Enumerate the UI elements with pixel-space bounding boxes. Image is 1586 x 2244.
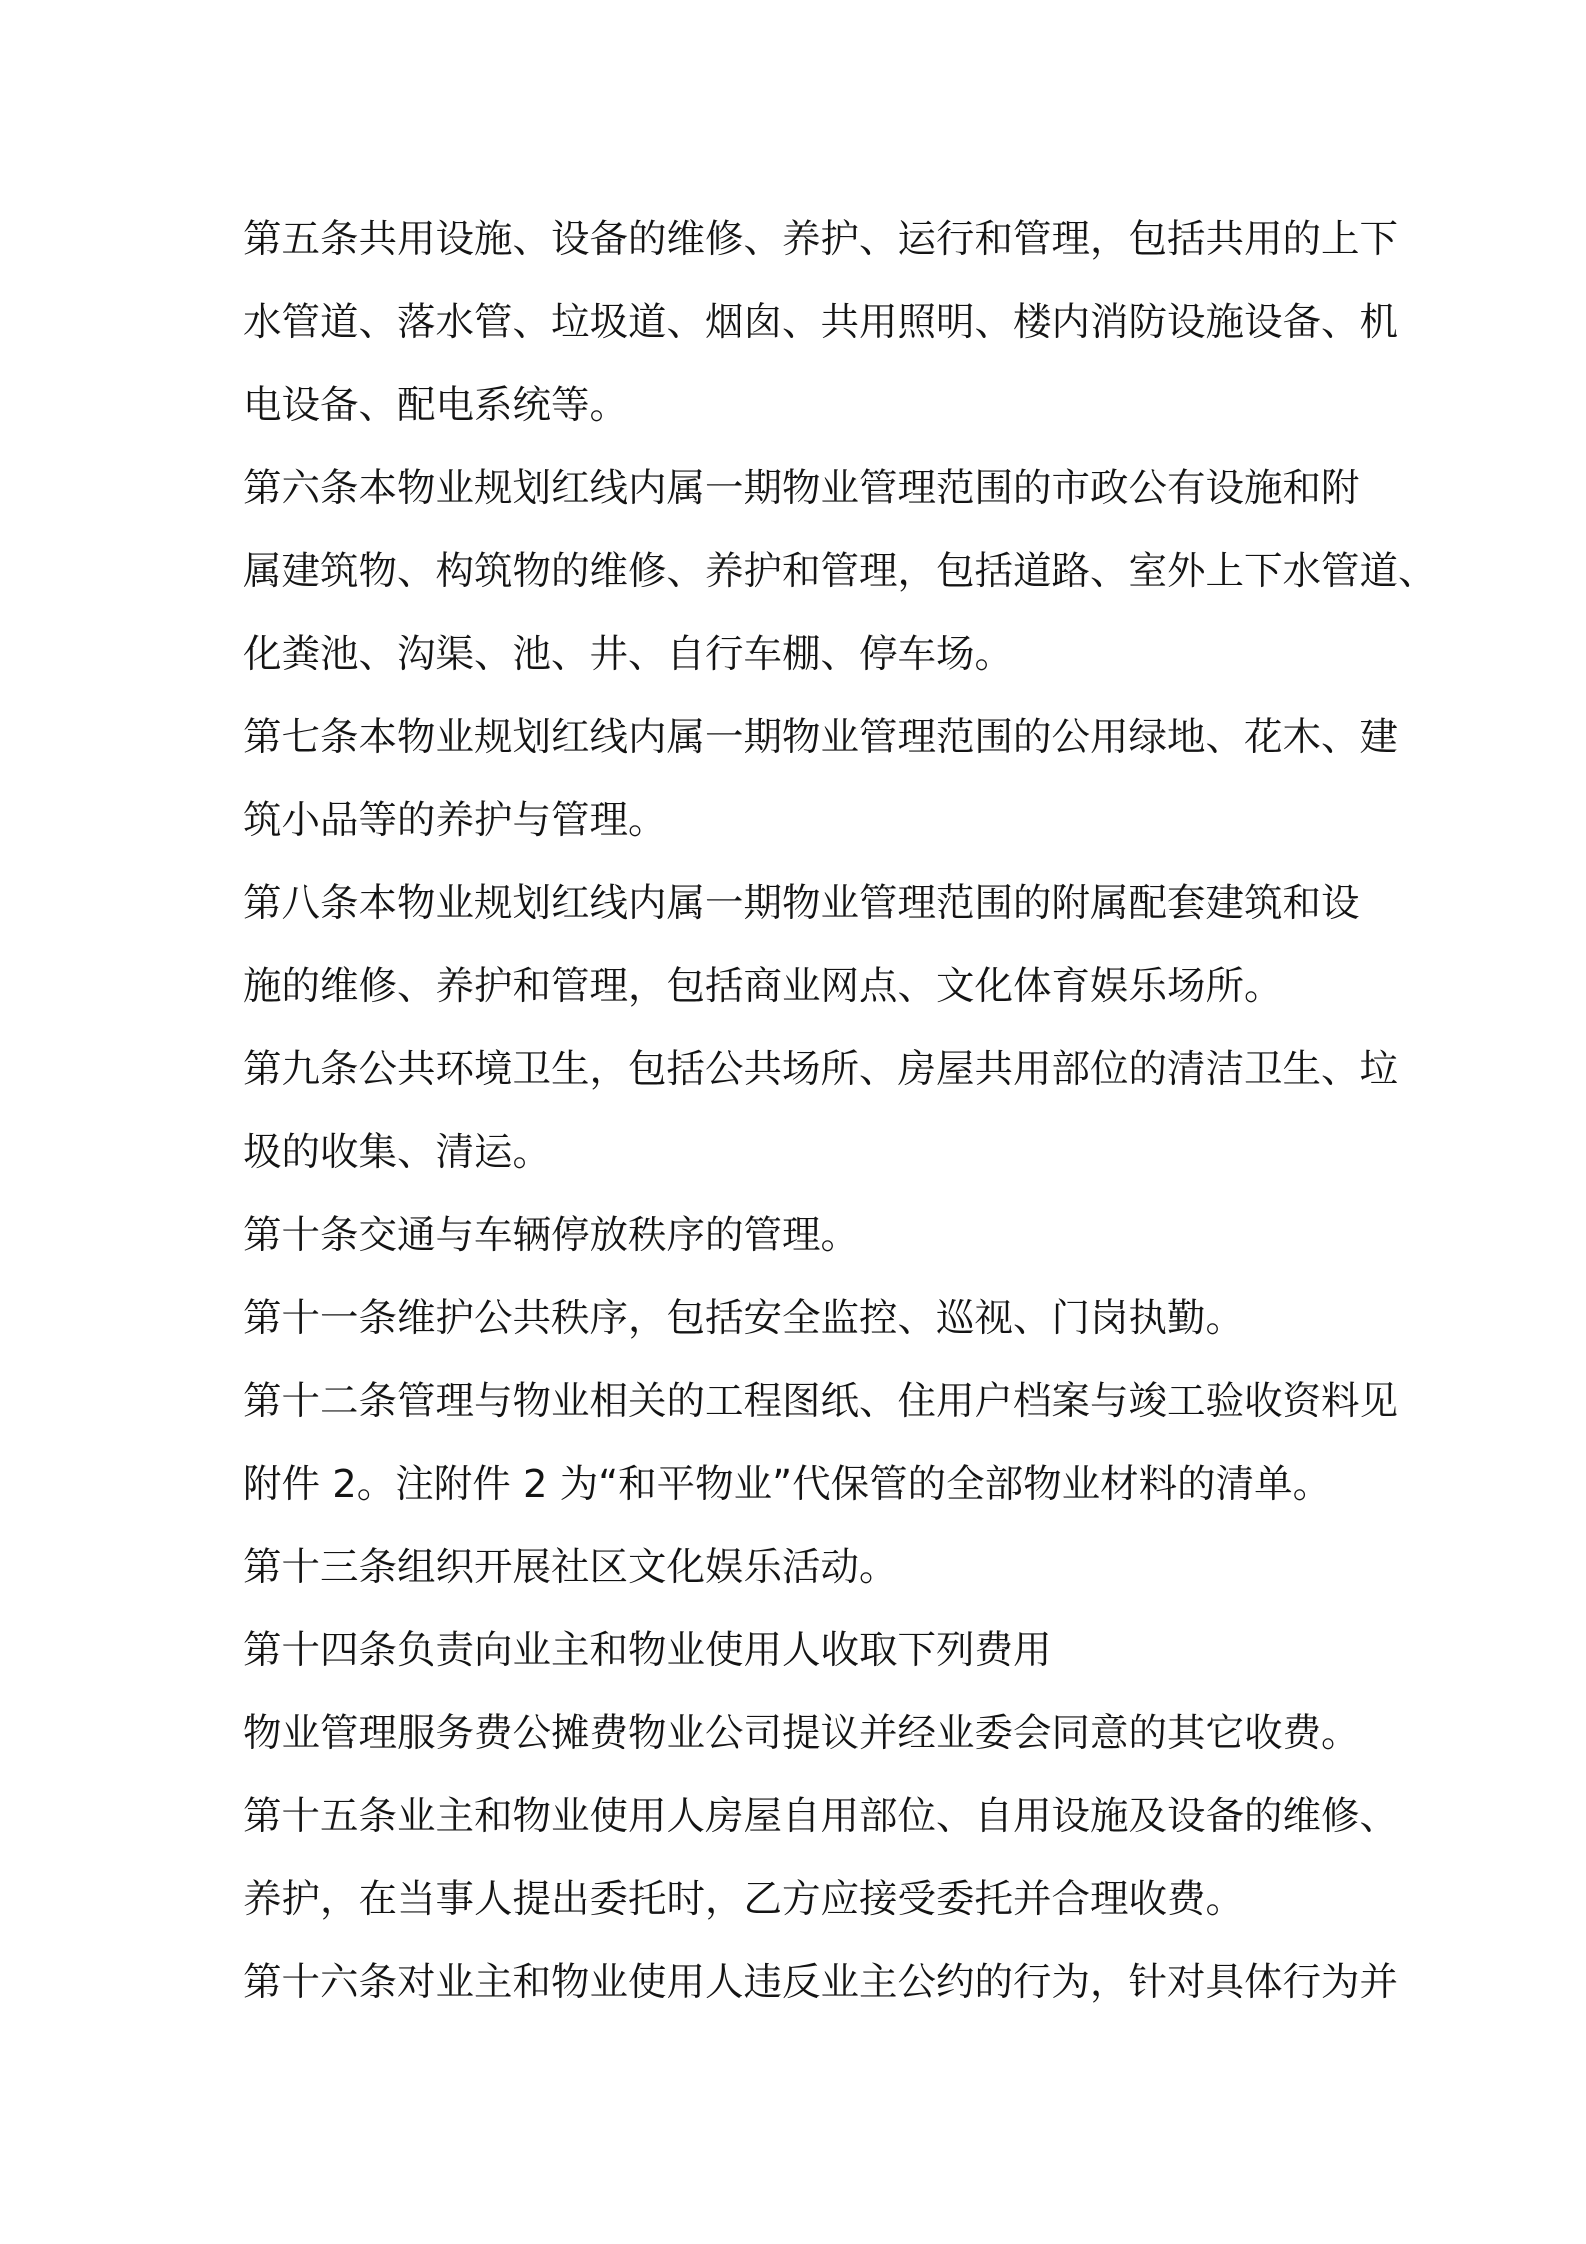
text-line: 第十五条业主和物业使用人房屋自用部位、自用设施及设备的维修、 <box>243 1794 1399 1839</box>
article-8 <box>243 862 1363 1028</box>
text-line: 筑小品等的养护与管理。 <box>243 798 667 843</box>
text-line: 第十条交通与车辆停放秩序的管理。 <box>243 1213 860 1258</box>
article-15 <box>243 1775 1399 1941</box>
text-line: 物业管理服务费公摊费物业公司提议并经业委会同意的其它收费。 <box>243 1711 1360 1756</box>
text-line: 化粪池、沟渠、池、井、自行车棚、停车场。 <box>243 632 1014 677</box>
article-6 <box>243 447 1437 696</box>
document-page <box>243 198 1437 2024</box>
text-line: 第八条本物业规划红线内属一期物业管理范围的附属配套建筑和设 <box>243 881 1360 926</box>
text-line: 第十一条维护公共秩序，包括安全监控、巡视、门岗执勤。 <box>243 1296 1245 1341</box>
text-line: 第十三条组织开展社区文化娱乐活动。 <box>243 1545 898 1590</box>
text-line: 第七条本物业规划红线内属一期物业管理范围的公用绿地、花木、建 <box>243 715 1399 760</box>
article-11 <box>243 1277 1363 1360</box>
article-10 <box>243 1194 1363 1277</box>
article-12 <box>243 1360 1399 1526</box>
article-5 <box>243 198 1399 447</box>
text-line: 第五条共用设施、设备的维修、养护、运行和管理，包括共用的上下 <box>243 217 1399 262</box>
article-7 <box>243 696 1399 862</box>
fee-list <box>243 1692 1363 1775</box>
text-line: 养护，在当事人提出委托时，乙方应接受委托并合理收费。 <box>243 1877 1245 1922</box>
article-9 <box>243 1028 1399 1194</box>
text-line: 附件 2。注附件 2 为“和平物业”代保管的全部物业材料的清单。 <box>243 1462 1332 1507</box>
article-13 <box>243 1526 1363 1609</box>
text-line: 水管道、落水管、垃圾道、烟囱、共用照明、楼内消防设施设备、机 <box>243 300 1399 345</box>
text-line: 属建筑物、构筑物的维修、养护和管理，包括道路、室外上下水管道、 <box>243 549 1437 594</box>
text-line: 第十二条管理与物业相关的工程图纸、住用户档案与竣工验收资料见 <box>243 1379 1399 1424</box>
text-line: 电设备、配电系统等。 <box>243 383 629 428</box>
article-14 <box>243 1609 1363 1692</box>
text-line: 第六条本物业规划红线内属一期物业管理范围的市政公有设施和附 <box>243 466 1360 511</box>
article-16 <box>243 1941 1399 2024</box>
text-line: 圾的收集、清运。 <box>243 1130 552 1175</box>
text-line: 第十六条对业主和物业使用人违反业主公约的行为，针对具体行为并 <box>243 1960 1399 2005</box>
text-line: 施的维修、养护和管理，包括商业网点、文化体育娱乐场所。 <box>243 964 1283 1009</box>
text-line: 第十四条负责向业主和物业使用人收取下列费用 <box>243 1628 1052 1673</box>
text-line: 第九条公共环境卫生，包括公共场所、房屋共用部位的清洁卫生、垃 <box>243 1047 1399 1092</box>
